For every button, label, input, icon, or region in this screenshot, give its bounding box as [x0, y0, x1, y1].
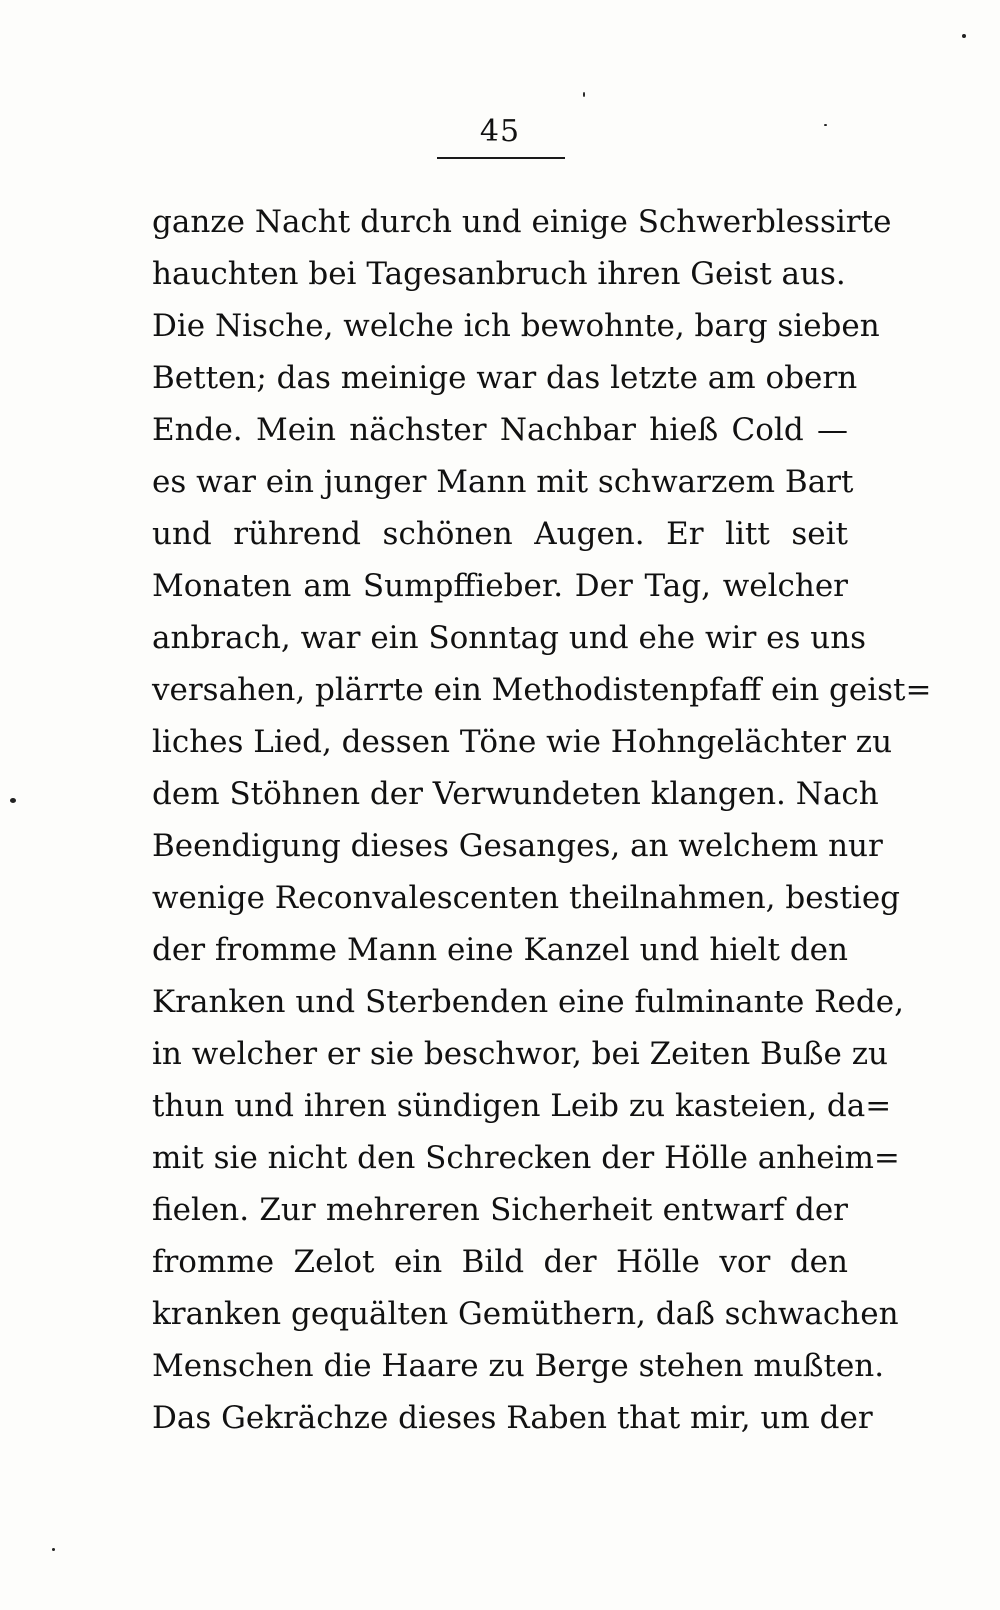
- text-line: liches Lied, dessen Töne wie Hohngelächter zu: [152, 724, 893, 760]
- text-line: Ende. Mein nächster Nachbar hieß Cold —: [152, 412, 848, 448]
- text-line: ganze Nacht durch und einige Schwerblessirte: [152, 204, 892, 240]
- header-rule: [437, 157, 565, 159]
- text-line: Monaten am Sumpffieber. Der Tag, welcher: [152, 568, 848, 604]
- body-text: [152, 196, 932, 1444]
- text-line: hauchten bei Tagesanbruch ihren Geist aus.: [152, 256, 846, 292]
- text-line: fromme Zelot ein Bild der Hölle vor den: [152, 1244, 848, 1280]
- text-line: mit sie nicht den Schrecken der Hölle anheim=: [152, 1140, 900, 1176]
- text-line: Betten; das meinige war das letzte am obern: [152, 360, 858, 396]
- text-line: Das Gekrächze dieses Raben that mir, um der: [152, 1400, 873, 1436]
- text-line: Menschen die Haare zu Berge stehen mußten.: [152, 1348, 885, 1384]
- text-line: und rührend schönen Augen. Er litt seit: [152, 516, 848, 552]
- text-line: dem Stöhnen der Verwundeten klangen. Nach: [152, 776, 879, 812]
- scan-speck: [10, 798, 16, 803]
- text-line: thun und ihren sündigen Leib zu kasteien, da=: [152, 1088, 892, 1124]
- text-line: fielen. Zur mehreren Sicherheit entwarf der: [152, 1192, 848, 1228]
- text-line: es war ein junger Mann mit schwarzem Bart: [152, 464, 854, 500]
- text-line: wenige Reconvalescenten theilnahmen, bestieg: [152, 880, 901, 916]
- text-line: der fromme Mann eine Kanzel und hielt den: [152, 932, 848, 968]
- text-line: in welcher er sie beschwor, bei Zeiten Buße zu: [152, 1036, 888, 1072]
- text-line: versahen, plärrte ein Methodistenpfaff ein geist=: [152, 672, 932, 708]
- text-line: Beendigung dieses Gesanges, an welchem nur: [152, 828, 883, 864]
- text-line: kranken gequälten Gemüthern, daß schwachen: [152, 1296, 899, 1332]
- scan-speck: [962, 34, 966, 38]
- text-line: Kranken und Sterbenden eine fulminante Rede,: [152, 984, 904, 1020]
- text-line: anbrach, war ein Sonntag und ehe wir es uns: [152, 620, 867, 656]
- scan-speck: [824, 124, 827, 126]
- scan-speck: [52, 1548, 55, 1551]
- page-number: 45: [479, 114, 521, 149]
- scan-speck: [583, 92, 585, 97]
- text-line: Die Nische, welche ich bewohnte, barg sieben: [152, 308, 880, 344]
